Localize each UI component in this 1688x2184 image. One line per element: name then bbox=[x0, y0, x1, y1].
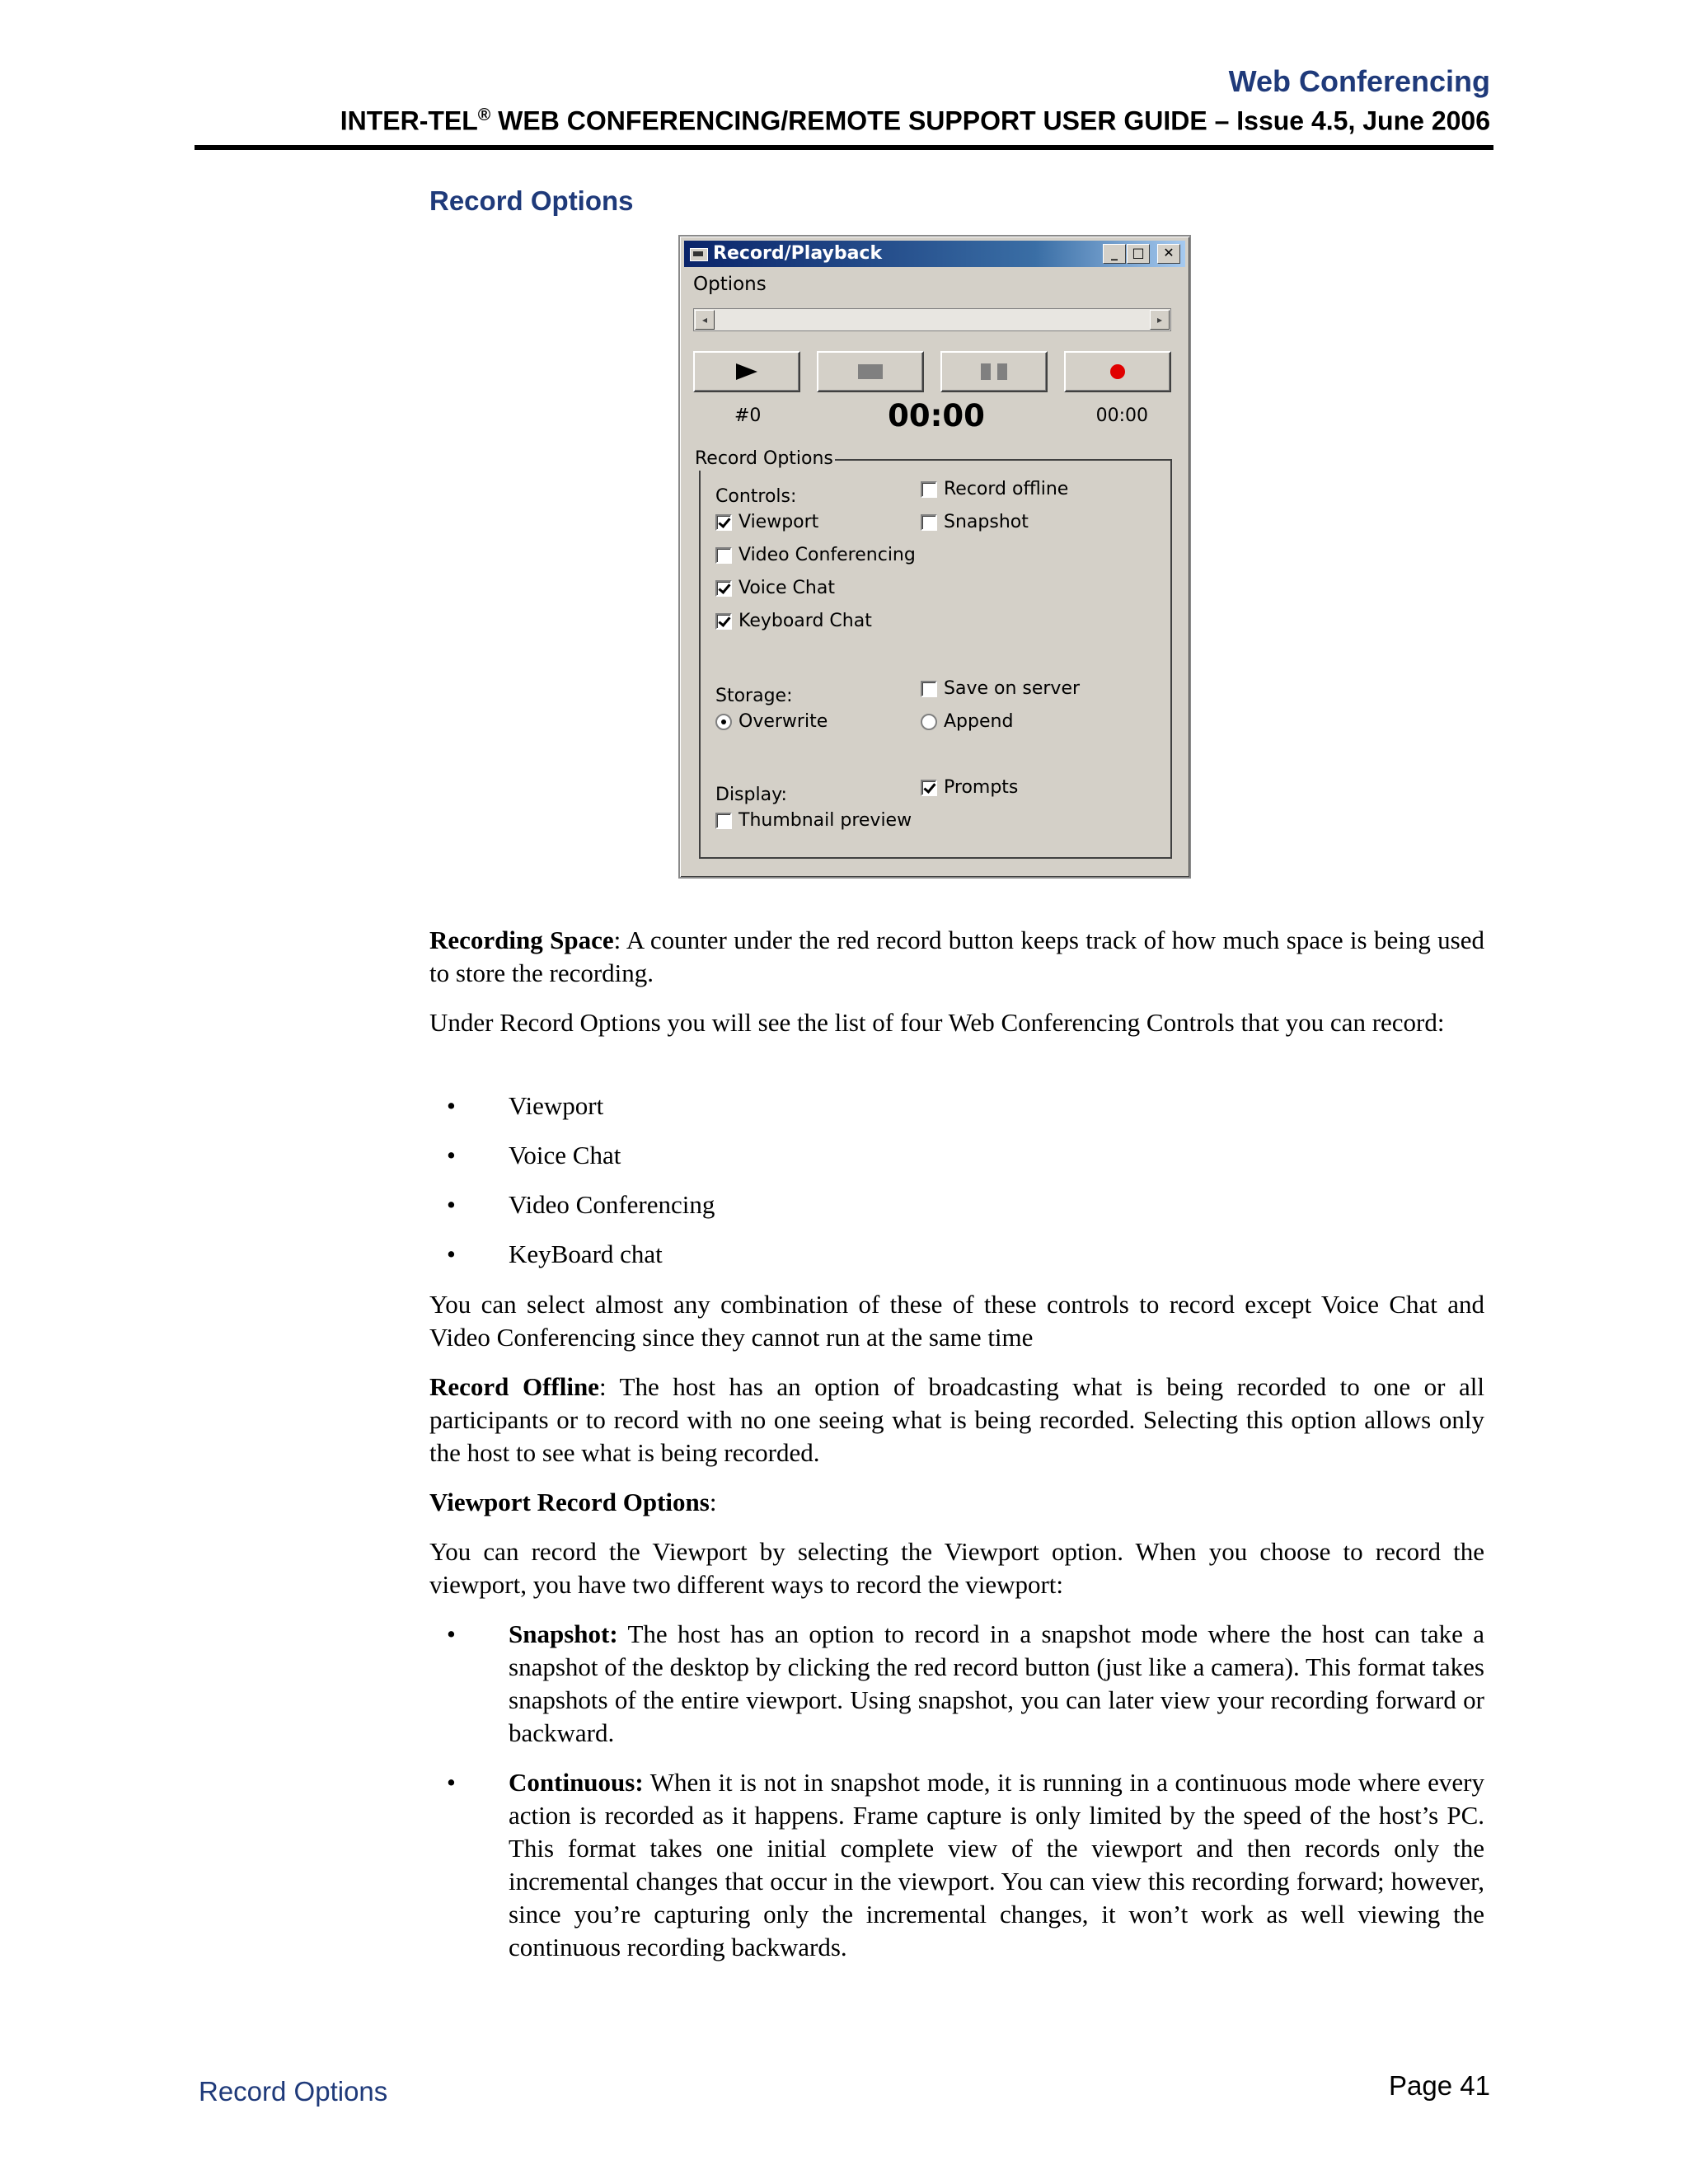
bullet: • bbox=[447, 1768, 456, 1797]
snapshot-checkbox[interactable] bbox=[921, 514, 937, 531]
record-offline-text: : The host has an option of broadcasting what is being recorded to one or all participants or to record with no one seeing what is being recorded. Selecting this option allows only the host to see what is being recorded. bbox=[429, 1372, 1484, 1467]
snapshot-term: Snapshot: bbox=[509, 1619, 618, 1648]
storage-label: Storage: bbox=[715, 686, 793, 706]
bullet: • bbox=[447, 1619, 456, 1648]
page-number: Page 41 bbox=[1389, 2070, 1490, 2101]
header-brand: INTER-TEL bbox=[340, 105, 478, 136]
play-button[interactable] bbox=[693, 351, 800, 392]
save-on-server-label: Save on server bbox=[944, 678, 1081, 699]
viewport-options-term: Viewport Record Options bbox=[429, 1488, 710, 1516]
footer-section: Record Options bbox=[199, 2076, 388, 2107]
stop-button[interactable] bbox=[817, 351, 924, 392]
header-title-rest: WEB CONFERENCING/REMOTE SUPPORT USER GUIDE – Issue 4.5, June 2006 bbox=[490, 105, 1490, 136]
recording-space-counter: 00:00 bbox=[1095, 405, 1148, 426]
dialog-title: Record/Playback bbox=[713, 243, 883, 264]
section-heading: Record Options bbox=[429, 185, 634, 216]
pause-button[interactable] bbox=[940, 351, 1048, 392]
controls-label: Controls: bbox=[715, 486, 797, 507]
save-on-server-checkbox[interactable] bbox=[921, 681, 937, 697]
list-item: Viewport bbox=[509, 1091, 604, 1120]
voice-chat-checkbox[interactable] bbox=[715, 580, 732, 597]
record-offline-checkbox[interactable] bbox=[921, 481, 937, 498]
continuous-item bbox=[509, 1766, 1484, 1964]
viewport-options-heading bbox=[429, 1486, 1484, 1519]
append-radio[interactable] bbox=[921, 714, 937, 730]
pause-icon bbox=[981, 363, 1007, 380]
playback-scrollbar[interactable] bbox=[693, 308, 1171, 331]
list-item: Video Conferencing bbox=[509, 1190, 715, 1219]
continuous-text: When it is not in snapshot mode, it is running in a continuous mode where every action is recorded as it happens. Frame capture is only limited by the speed of the host’s PC. This format takes one initial complete view of the viewport and then records only the incremental changes that occur in the viewport. You can view this recording forward; however, since you’re capturing only the incremental changes, it won’t work as well viewing the continuous recording backwards. bbox=[509, 1768, 1484, 1961]
scroll-left-arrow-icon[interactable]: ◂ bbox=[695, 310, 715, 330]
bullet: • bbox=[447, 1141, 456, 1169]
thumbnail-preview-label: Thumbnail preview bbox=[738, 810, 912, 831]
registered-mark: ® bbox=[477, 105, 491, 124]
header-guide-title bbox=[340, 105, 1490, 137]
record-options-group-title: Record Options bbox=[695, 448, 833, 469]
viewport-label: Viewport bbox=[738, 512, 819, 532]
dialog-titlebar[interactable] bbox=[684, 241, 1185, 267]
display-label: Display: bbox=[715, 785, 787, 805]
bullet: • bbox=[447, 1190, 456, 1219]
keyboard-chat-checkbox[interactable] bbox=[715, 613, 732, 630]
record-offline-paragraph bbox=[429, 1371, 1484, 1469]
combination-paragraph: You can select almost any combination of these of these controls to record except Voice Chat and Video Conferencing since they cannot run at the same time bbox=[429, 1290, 1484, 1352]
record-playback-dialog bbox=[678, 235, 1191, 879]
list-item: KeyBoard chat bbox=[509, 1240, 663, 1268]
record-button[interactable] bbox=[1064, 351, 1171, 392]
continuous-term: Continuous: bbox=[509, 1768, 644, 1797]
viewport-options-colon: : bbox=[709, 1488, 717, 1516]
prompts-label: Prompts bbox=[944, 777, 1019, 798]
elapsed-time: 00:00 bbox=[888, 398, 985, 434]
app-window-icon bbox=[690, 248, 708, 261]
controls-intro-paragraph: Under Record Options you will see the list of four Web Conferencing Controls that you can record: bbox=[429, 1008, 1445, 1037]
recording-space-term: Recording Space bbox=[429, 926, 614, 954]
header-section-title: Web Conferencing bbox=[1228, 64, 1490, 98]
video-conferencing-label: Video Conferencing bbox=[738, 545, 916, 565]
record-offline-label: Record offline bbox=[944, 479, 1069, 499]
record-offline-term: Record Offline bbox=[429, 1372, 599, 1401]
viewport-intro-paragraph: You can record the Viewport by selecting the Viewport option. When you choose to record the viewport, you have two different ways to record the viewport: bbox=[429, 1537, 1484, 1599]
record-icon bbox=[1110, 364, 1125, 379]
snapshot-text: The host has an option to record in a snapshot mode where the host can take a snapshot of the desktop by clicking the red record button (just like a camera). This format takes snapshots of the entire viewport. Using snapshot, you can later view your recording forward or backward. bbox=[509, 1619, 1484, 1747]
prompts-checkbox[interactable] bbox=[921, 780, 937, 796]
video-conferencing-checkbox[interactable] bbox=[715, 547, 732, 564]
recording-space-paragraph bbox=[429, 924, 1484, 990]
options-menu[interactable]: Options bbox=[693, 274, 767, 295]
snapshot-item bbox=[509, 1618, 1484, 1750]
play-icon bbox=[736, 363, 757, 380]
recording-space-text: : A counter under the red record button keeps track of how much space is being used to store the recording. bbox=[429, 926, 1484, 987]
thumbnail-preview-checkbox[interactable] bbox=[715, 813, 732, 829]
bullet: • bbox=[447, 1240, 456, 1268]
overwrite-radio[interactable] bbox=[715, 714, 732, 730]
append-label: Append bbox=[944, 711, 1014, 732]
viewport-checkbox[interactable] bbox=[715, 514, 732, 531]
snapshot-label: Snapshot bbox=[944, 512, 1029, 532]
frame-counter: #0 bbox=[734, 405, 762, 426]
overwrite-label: Overwrite bbox=[738, 711, 828, 732]
keyboard-chat-label: Keyboard Chat bbox=[738, 611, 872, 631]
minimize-button[interactable]: _ bbox=[1103, 244, 1126, 264]
bullet: • bbox=[447, 1091, 456, 1120]
header-rule bbox=[195, 145, 1493, 150]
close-button[interactable]: ✕ bbox=[1157, 244, 1180, 264]
list-item: Voice Chat bbox=[509, 1141, 621, 1169]
maximize-button[interactable]: □ bbox=[1127, 244, 1150, 264]
voice-chat-label: Voice Chat bbox=[738, 578, 835, 598]
scroll-right-arrow-icon[interactable]: ▸ bbox=[1150, 310, 1170, 330]
stop-icon bbox=[858, 364, 883, 379]
